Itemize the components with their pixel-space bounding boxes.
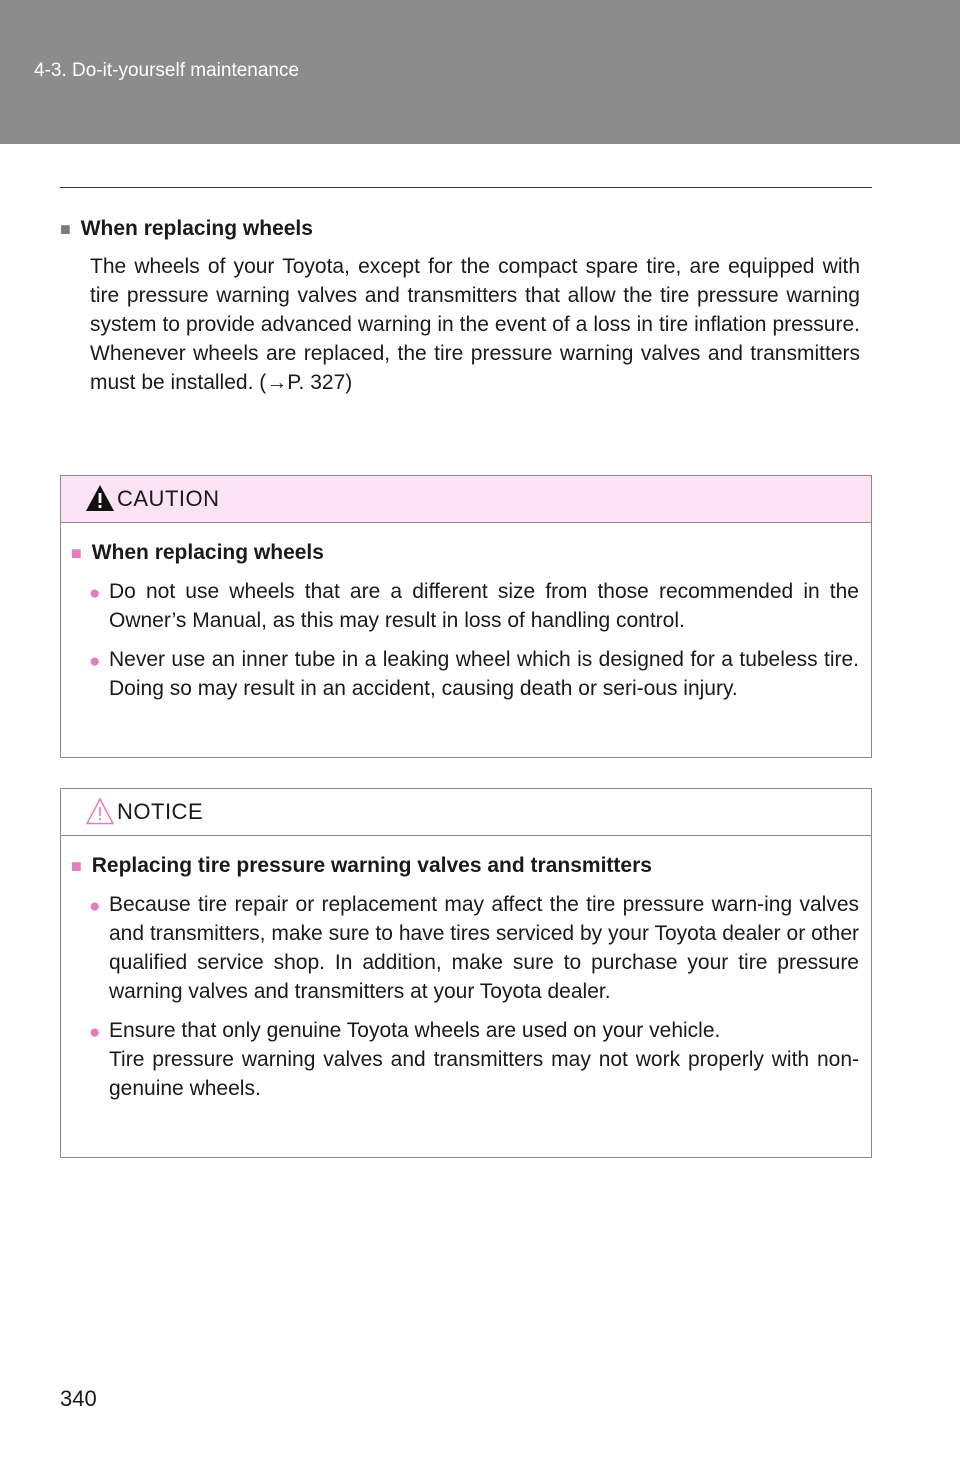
square-marker-icon: ■ xyxy=(60,219,71,239)
page-number: 340 xyxy=(60,1386,97,1411)
square-marker-icon: ■ xyxy=(71,543,82,563)
notice-item-text: Ensure that only genuine Toyota wheels are used on your vehicle. xyxy=(109,1019,721,1042)
notice-content xyxy=(61,836,871,1103)
notice-box xyxy=(60,788,872,1158)
section-body: The wheels of your Toyota, except for the compact spare tire, are equipped with tire pressure warning valves and transmitters that allow the tire pressure warning system to provide advanced warning in the event of a loss in tire inflation pressure. Whenever wheels are replaced, the tire pressure warning valves and transmitters must be installed. (→P. 327) xyxy=(90,255,860,394)
caution-subheading xyxy=(71,539,861,567)
caution-item-text: Do not use wheels that are a different size from those recommended in the Owner’s Manual, as this may result in loss of handling control. xyxy=(109,580,859,632)
warning-filled-icon xyxy=(85,484,115,512)
warning-outline-icon xyxy=(85,797,115,825)
notice-item xyxy=(71,1016,861,1103)
caution-content xyxy=(61,523,871,703)
notice-item-text: Because tire repair or replacement may affect the tire pressure warn-ing valves and transmitters, make sure to have tires serviced by your Toyota dealer or other qualified service shop. In addition, make sure to purchase your tire pressure warning valves and transmitters at your Toyota dealer. xyxy=(109,893,859,1003)
square-marker-icon: ■ xyxy=(71,856,82,876)
notice-header xyxy=(61,789,871,836)
page-header xyxy=(0,0,960,144)
bullet-icon: ● xyxy=(89,583,101,604)
notice-item-extra: Tire pressure warning valves and transmitters may not work properly with non-genuine wheels. xyxy=(109,1048,859,1100)
section-heading-text: When replacing wheels xyxy=(80,217,313,240)
caution-subheading-text: When replacing wheels xyxy=(91,541,324,564)
caution-item xyxy=(71,645,861,703)
section-breadcrumb: 4-3. Do-it-yourself maintenance xyxy=(34,60,300,81)
caution-label: CAUTION xyxy=(117,486,220,511)
notice-label: NOTICE xyxy=(117,799,204,824)
caution-header xyxy=(61,476,871,523)
bullet-icon: ● xyxy=(89,896,101,917)
notice-item xyxy=(71,890,861,1006)
info-section xyxy=(60,214,872,397)
bullet-icon: ● xyxy=(89,651,101,672)
caution-item xyxy=(71,577,861,635)
section-heading xyxy=(60,214,872,244)
caution-item-text: Never use an inner tube in a leaking wheel which is designed for a tubeless tire. Doing so may result in an accident, causing death or seri-ous injury. xyxy=(109,648,859,700)
divider xyxy=(60,187,872,188)
bullet-icon: ● xyxy=(89,1022,101,1043)
caution-box xyxy=(60,475,872,758)
notice-subheading xyxy=(71,852,861,880)
notice-subheading-text: Replacing tire pressure warning valves and transmitters xyxy=(91,854,652,877)
